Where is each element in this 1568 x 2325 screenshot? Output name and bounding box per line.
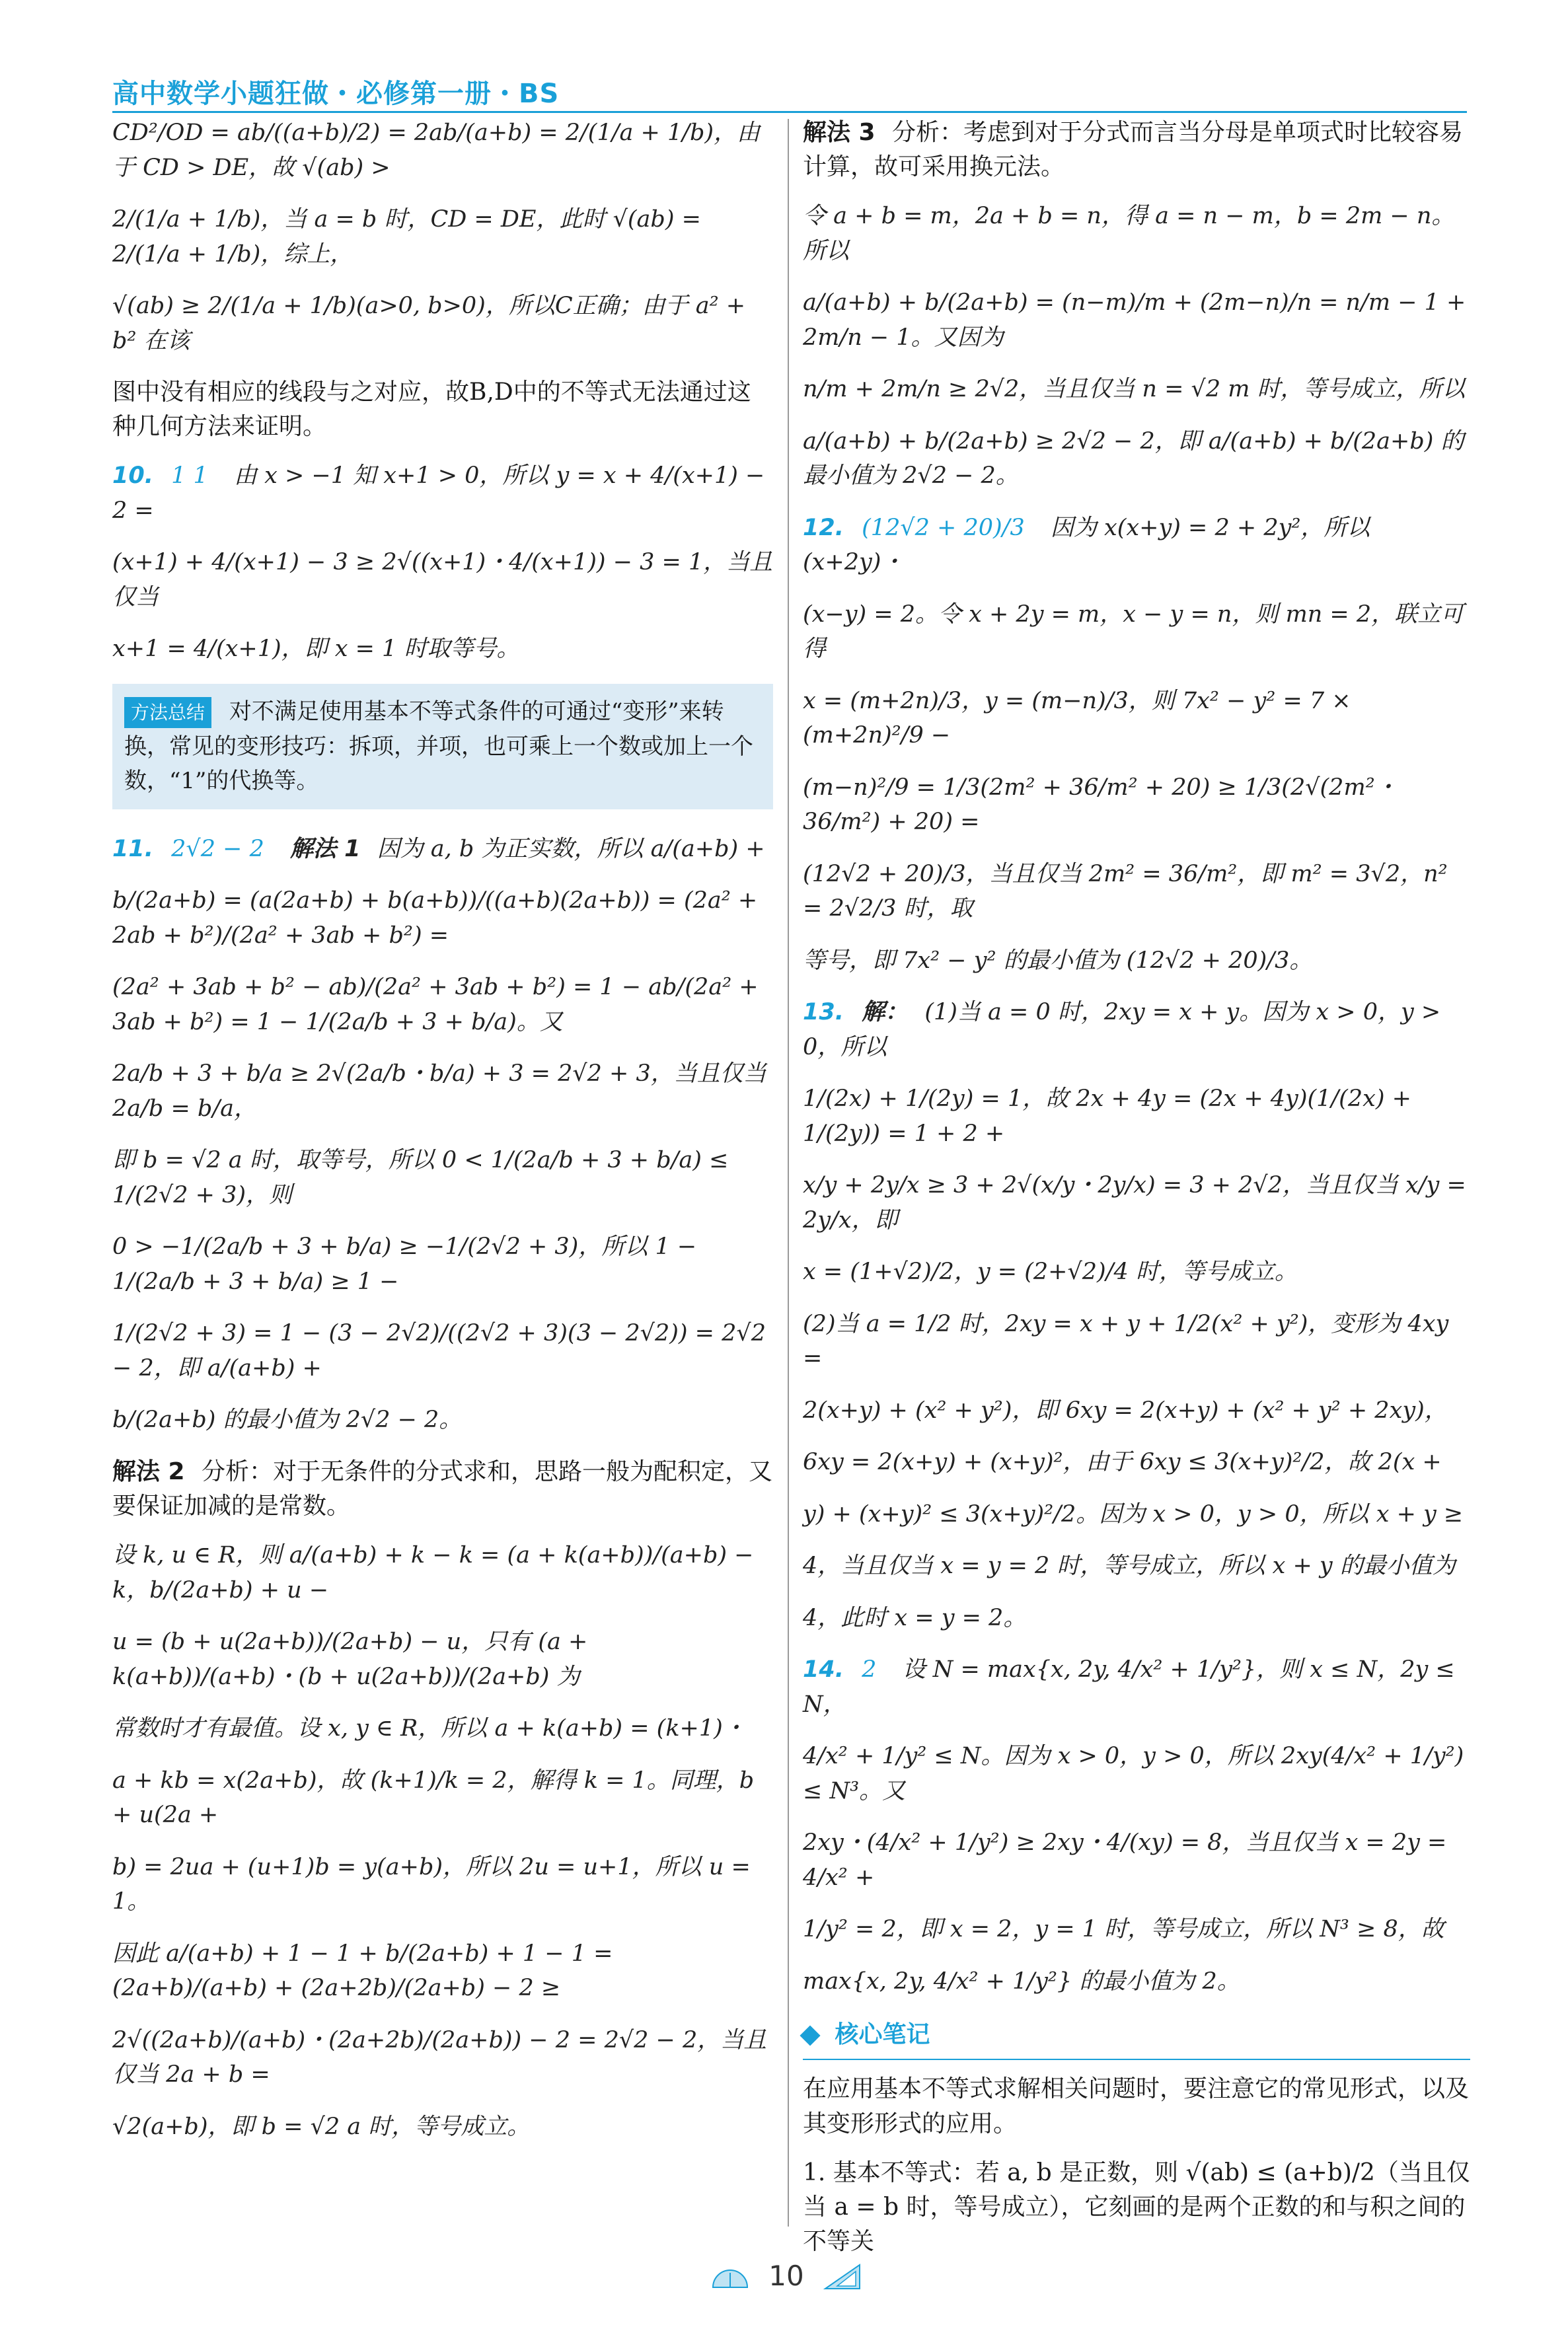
header-title: 高中数学小题狂做・必修第一册・BS <box>112 79 560 109</box>
text-line: 0 > −1/(2a/b + 3 + b/a) ≥ −1/(2√2 + 3)，所以 1 − 1/(2a/b + 3 + b/a) ≥ 1 − <box>112 1234 697 1295</box>
text-line: a + kb = x(2a+b)，故 (k+1)/k = 2，解得 k = 1。同理，b + u(2a + <box>112 1767 755 1829</box>
text-line: CD²/OD = ab/((a+b)/2) = 2ab/(a+b) = 2/(1/a + 1/b)，由于 CD > DE，故 √(ab) > <box>112 120 761 181</box>
text-line: (x−y) = 2。令 x + 2y = m，x − y = n，则 mn = 2，联立可得 <box>803 601 1464 663</box>
diamond-icon <box>800 2026 820 2046</box>
notes-divider <box>803 2059 1470 2060</box>
text-line: u = (b + u(2a+b))/(2a+b) − u，只有 (a + k(a+b))/(a+b)・(b + u(2a+b))/(2a+b) 为 <box>112 1629 588 1690</box>
notes-paragraph: 1. 基本不等式：若 a, b 是正数，则 √(ab) ≤ (a+b)/2（当且仅当 a = b 时，等号成立），它刻画的是两个正数的和与积之间的不等关 <box>803 2159 1470 2256</box>
text-line: 2xy・(4/x² + 1/y²) ≥ 2xy・4/(xy) = 8，当且仅当 x = 2y = 4/x² + <box>803 1829 1447 1891</box>
header-divider <box>112 111 1467 113</box>
notes-paragraph: 在应用基本不等式求解相关问题时，要注意它的常见形式，以及其变形形式的应用。 <box>803 2075 1470 2137</box>
solution-heading: 解法 3 <box>803 119 876 146</box>
text-line: 令 a + b = m，2a + b = n，得 a = n − m，b = 2m − n。所以 <box>803 203 1455 264</box>
text-line: 常数时才有最值。设 x, y ∈ R，所以 a + k(a+b) = (k+1)・ <box>112 1715 746 1742</box>
text-line: 因为 x(x+y) = 2 + 2y²，所以(x+2y)・ <box>803 514 1370 576</box>
question-11 <box>112 832 773 2144</box>
answer: 2 <box>862 1656 877 1683</box>
answer: (12√2 + 20)/3 <box>862 514 1025 541</box>
page-number: 10 <box>768 2260 804 2292</box>
notes-title: 核心笔记 <box>835 2021 930 2049</box>
solution-heading: 解法 1 <box>289 835 361 862</box>
solution-heading: 解法 2 <box>112 1458 185 1485</box>
text-line: 6xy = 2(x+y) + (x+y)²，由于 6xy ≤ 3(x+y)²/2，故 2(x + <box>803 1449 1442 1476</box>
answer: 1 1 <box>171 462 208 490</box>
text-line: 1/(2x) + 1/(2y) = 1，故 2x + 4y = (2x + 4y)(1/(2x) + 1/(2y)) = 1 + 2 + <box>803 1086 1411 1147</box>
text-line: 2(x+y) + (x² + y²)，即 6xy = 2(x+y) + (x² + y² + 2xy)， <box>803 1397 1448 1424</box>
text-line: 图中没有相应的线段与之对应，故B,D中的不等式无法通过这种几何方法来证明。 <box>112 379 751 441</box>
text-line: 即 b = √2 a 时，取等号，所以 0 < 1/(2a/b + 3 + b/a) ≤ 1/(2√2 + 3)，则 <box>112 1147 729 1208</box>
core-notes <box>803 2016 1470 2259</box>
text-line: b) = 2ua + (u+1)b = y(a+b)，所以 2u = u+1，所以 u = 1。 <box>112 1853 751 1915</box>
text-line: x/y + 2y/x ≥ 3 + 2√(x/y・2y/x) = 3 + 2√2，当且仅当 x/y = 2y/x，即 <box>803 1172 1466 1234</box>
analysis-text: 分析：对于无条件的分式求和，思路一般为配积定，又要保证加减的是常数。 <box>112 1458 773 1520</box>
question-number: 14. <box>803 1656 844 1683</box>
text-line: a/(a+b) + b/(2a+b) = (n−m)/m + (2m−n)/n = n/m − 1 + 2m/n − 1。又因为 <box>803 289 1466 351</box>
text-line: max{x, 2y, 4/x² + 1/y²} 的最小值为 2。 <box>803 1968 1240 1995</box>
analysis-text: 分析：考虑到对于分式而言当分母是单项式时比较容易计算，故可采用换元法。 <box>803 119 1464 181</box>
text-line: 4，当且仅当 x = y = 2 时，等号成立，所以 x + y 的最小值为 <box>803 1553 1456 1580</box>
question-number: 13. <box>803 999 844 1026</box>
question-number: 12. <box>803 514 844 541</box>
text-line: 设 N = max{x, 2y, 4/x² + 1/y²}，则 x ≤ N，2y ≤ N， <box>803 1656 1455 1718</box>
solution-heading: 解： <box>862 999 909 1026</box>
answer: 2√2 − 2 <box>171 835 264 862</box>
text-line: 等号，即 7x² − y² 的最小值为 (12√2 + 20)/3。 <box>803 947 1313 974</box>
left-column <box>112 116 773 2250</box>
question-13 <box>803 995 1470 1635</box>
text-line: x = (m+2n)/3，y = (m−n)/3，则 7x² − y² = 7 × (m+2n)²/9 − <box>803 687 1351 749</box>
text-line: x+1 = 4/(x+1)，即 x = 1 时取等号。 <box>112 636 520 663</box>
text-line: 设 k, u ∈ R，则 a/(a+b) + k − k = (a + k(a+b))/(a+b) − k，b/(2a+b) + u − <box>112 1542 754 1604</box>
text-line: 2a/b + 3 + b/a ≥ 2√(2a/b・b/a) + 3 = 2√2 + 3，当且仅当 2a/b = b/a， <box>112 1060 766 1122</box>
text-line: 2/(1/a + 1/b)，当 a = b 时，CD = DE，此时 √(ab) = 2/(1/a + 1/b)，综上， <box>112 206 701 268</box>
text-line: 1/(2√2 + 3) = 1 − (3 − 2√2)/((2√2 + 3)(3 − 2√2)) = 2√2 − 2，即 a/(a+b) + <box>112 1320 766 1382</box>
text-line: 4，此时 x = y = 2。 <box>803 1604 1027 1631</box>
text-line: a/(a+b) + b/(2a+b) ≥ 2√2 − 2，即 a/(a+b) + b/(2a+b) 的最小值为 2√2 − 2。 <box>803 427 1464 490</box>
question-number: 11. <box>112 835 154 862</box>
text-line: (1)当 a = 0 时，2xy = x + y。因为 x > 0，y > 0，所以 <box>803 999 1441 1060</box>
text-line: √(ab) ≥ 2/(1/a + 1/b)(a>0, b>0)，所以C正确；由于 a² + b² 在该 <box>112 293 746 354</box>
page-footer <box>0 2260 1568 2299</box>
text-line: x = (1+√2)/2，y = (2+√2)/4 时，等号成立。 <box>803 1259 1298 1286</box>
text-line: b/(2a+b) = (a(2a+b) + b(a+b))/((a+b)(2a+b)) = (2a² + 2ab + b²)/(2a² + 3ab + b²) = <box>112 887 758 949</box>
protractor-icon <box>710 2265 750 2289</box>
text-line: (2)当 a = 1/2 时，2xy = x + y + 1/2(x² + y²)，变形为 4xy = <box>803 1310 1449 1372</box>
text-line: b/(2a+b) 的最小值为 2√2 − 2。 <box>112 1407 463 1434</box>
column-divider <box>788 119 789 2227</box>
text-line: (2a² + 3ab + b² − ab)/(2a² + 3ab + b²) = 1 − ab/(2a² + 3ab + b²) = 1 − 1/(2a/b + 3 + b/a)。又 <box>112 974 759 1035</box>
text-line: 因此 a/(a+b) + 1 − 1 + b/(2a+b) + 1 − 1 = (2a+b)/(a+b) + (2a+2b)/(2a+b) − 2 ≥ <box>112 1940 613 2002</box>
method-summary-box <box>112 684 773 809</box>
method-tag: 方法总结 <box>124 697 211 728</box>
text-line: y) + (x+y)² ≤ 3(x+y)²/2。因为 x > 0，y > 0，所以 x + y ≥ <box>803 1500 1464 1528</box>
text-line: (x+1) + 4/(x+1) − 3 ≥ 2√((x+1)・4/(x+1)) − 3 = 1，当且仅当 <box>112 549 773 610</box>
text-line: 由 x > −1 知 x+1 > 0，所以 y = x + 4/(x+1) − 2 = <box>112 462 765 524</box>
right-column <box>803 116 1470 2256</box>
question-10 <box>112 459 773 667</box>
text-line: 1/y² = 2，即 x = 2，y = 1 时，等号成立，所以 N³ ≥ 8，故 <box>803 1916 1444 1943</box>
text-line: √2(a+b)，即 b = √2 a 时，等号成立。 <box>112 2113 531 2140</box>
text-line: 4/x² + 1/y² ≤ N。因为 x > 0，y > 0，所以 2xy(4/x² + 1/y²) ≤ N³。又 <box>803 1743 1464 1804</box>
text-line: 2√((2a+b)/(a+b)・(2a+2b)/(2a+b)) − 2 = 2√2 − 2，当且仅当 2a + b = <box>112 2026 767 2088</box>
text-line: 因为 a, b 为正实数，所以 a/(a+b) + <box>377 835 765 862</box>
text-line: (12√2 + 20)/3，当且仅当 2m² = 36/m²，即 m² = 3√2，n² = 2√2/3 时，取 <box>803 860 1448 922</box>
text-line: n/m + 2m/n ≥ 2√2，当且仅当 n = √2 m 时，等号成立，所以 <box>803 376 1466 403</box>
method-text: 对不满足使用基本不等式条件的可通过“变形”来转换，常见的变形技巧：拆项，并项，也可乘上一个数或加上一个数，“1”的代换等。 <box>124 698 753 795</box>
question-14 <box>803 1652 1470 1999</box>
ruler-icon <box>823 2262 862 2291</box>
question-12 <box>803 511 1470 978</box>
question-number: 10. <box>112 462 154 490</box>
page-header <box>112 73 1467 112</box>
text-line: (m−n)²/9 = 1/3(2m² + 36/m² + 20) ≥ 1/3(2√(2m²・36/m²) + 20) = <box>803 774 1398 836</box>
